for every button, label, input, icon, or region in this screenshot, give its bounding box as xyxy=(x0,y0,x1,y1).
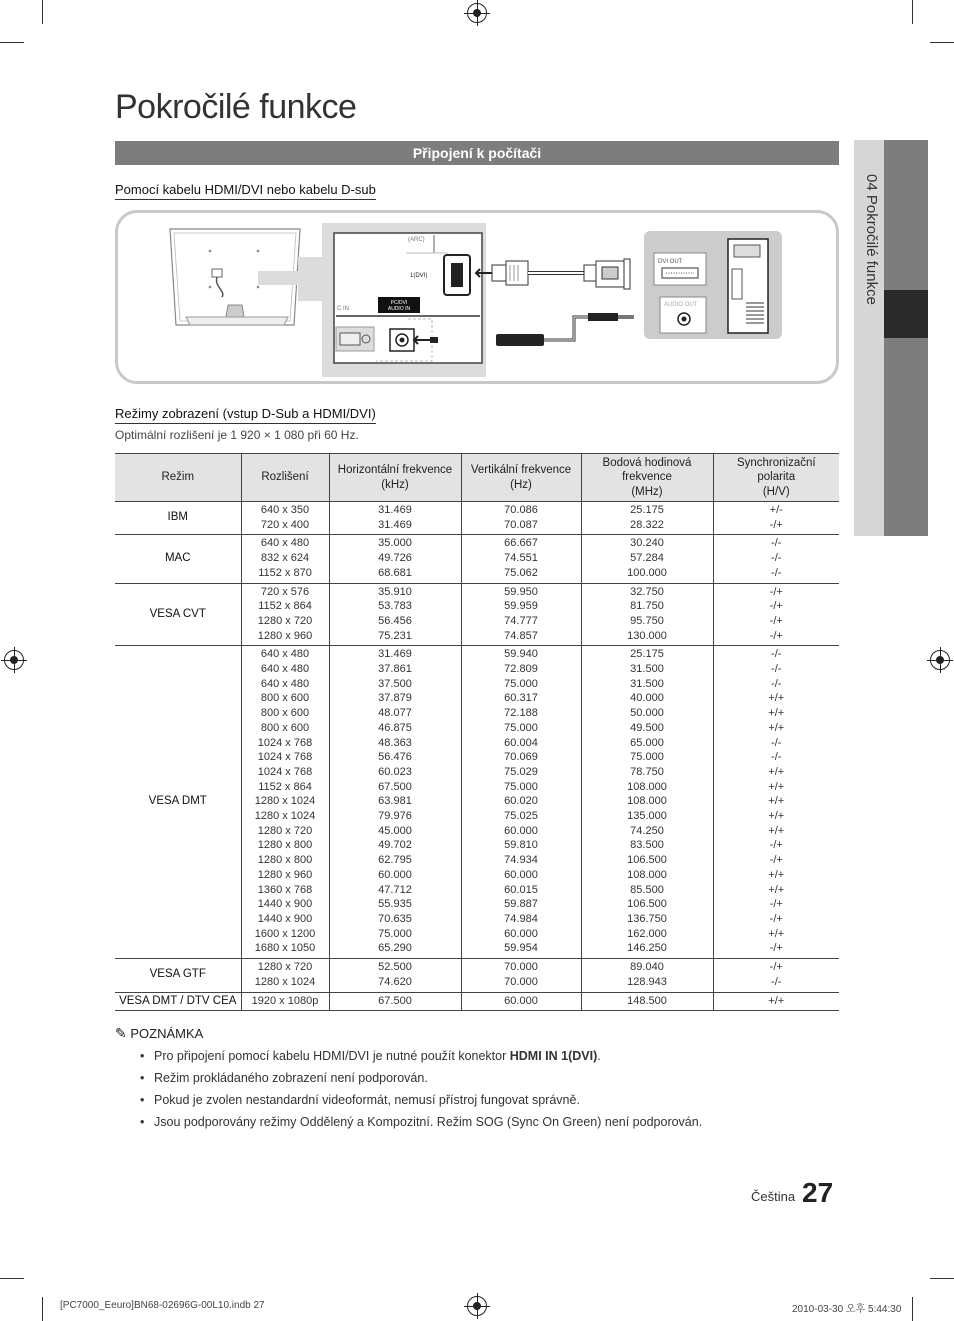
value-cell: 640 x 350 720 x 400 xyxy=(241,502,329,535)
note-heading-label: POZNÁMKA xyxy=(130,1026,204,1041)
value-cell: 1920 x 1080p xyxy=(241,992,329,1011)
value-cell: 25.175 28.322 xyxy=(581,502,713,535)
mode-cell: VESA GTF xyxy=(115,959,241,992)
note-item: • Jsou podporovány režimy Oddělený a Kompozitní. Režim SOG (Sync On Green) není podporován. xyxy=(140,1113,702,1135)
print-file-info: [PC7000_Eeuro]BN68-02696G-00L10.indb 27 xyxy=(60,1300,265,1311)
value-cell: 32.750 81.750 95.750 130.000 xyxy=(581,583,713,646)
table-row xyxy=(115,502,839,535)
value-cell: -/+ -/+ -/+ -/+ xyxy=(713,583,839,646)
page-number: 27 xyxy=(802,1177,834,1208)
column-header: Rozlišení xyxy=(241,454,329,502)
value-cell: 640 x 480 640 x 480 640 x 480 800 x 600 800 x 600 800 x 600 1024 x 768 1024 x 768 1024 x 768 1152 x 864 1280 x 1024 1280 x 1024 1280 x 720 1280 x 800 1280 x 800 1280 x 960 1360 x 768 1440 x 900 1440 x 900 1600 x 1200 1680 x 1050 xyxy=(241,646,329,959)
crop-mark xyxy=(912,1297,913,1321)
hdmi-dvi-cable-icon xyxy=(476,259,630,289)
chapter-tab xyxy=(854,140,928,536)
mode-cell: MAC xyxy=(115,535,241,583)
table-row xyxy=(115,583,839,646)
section-title: Připojení k počítači xyxy=(115,141,839,165)
value-cell: 52.500 74.620 xyxy=(329,959,461,992)
value-cell: 1280 x 720 1280 x 1024 xyxy=(241,959,329,992)
column-header: Horizontální frekvence (kHz) xyxy=(329,454,461,502)
value-cell: -/+ -/- xyxy=(713,959,839,992)
registration-mark-icon xyxy=(4,650,24,670)
crop-mark xyxy=(0,42,24,43)
crop-mark xyxy=(930,1278,954,1279)
mode-cell: VESA CVT xyxy=(115,583,241,646)
value-cell: 31.469 37.861 37.500 37.879 48.077 46.875 48.363 56.476 60.023 67.500 63.981 79.976 45.000 49.702 62.795 60.000 47.712 55.935 70.635 75.000 65.290 xyxy=(329,646,461,959)
crop-mark xyxy=(0,1278,24,1279)
value-cell: 148.500 xyxy=(581,992,713,1011)
value-cell: +/+ xyxy=(713,992,839,1011)
crop-mark xyxy=(42,0,43,24)
value-cell: 35.000 49.726 68.681 xyxy=(329,535,461,583)
value-cell: 30.240 57.284 100.000 xyxy=(581,535,713,583)
pc-dvi-label: PC/DVI xyxy=(390,300,408,306)
chapter-tab-marker xyxy=(884,290,928,338)
note-item: • Pro připojení pomocí kabelu HDMI/DVI je nutné použít konektor HDMI IN 1(DVI). xyxy=(140,1047,702,1069)
value-cell: -/- -/- -/- xyxy=(713,535,839,583)
note-heading xyxy=(115,1025,203,1042)
audio-in-label: AUDIO IN xyxy=(387,306,411,312)
crop-mark xyxy=(930,42,954,43)
value-cell: 60.000 xyxy=(461,992,581,1011)
column-header: Synchronizační polarita (H/V) xyxy=(713,454,839,502)
hdmi-port-label: 1(DVI) xyxy=(410,273,428,279)
pc-tower-icon xyxy=(644,231,782,339)
table-row xyxy=(115,992,839,1011)
note-item: • Pokud je zvolen nestandardní videoformát, nemusí přístroj fungovat správně. xyxy=(140,1091,702,1113)
table-row xyxy=(115,959,839,992)
hdmi-heading: Pomocí kabelu HDMI/DVI nebo kabelu D-sub xyxy=(115,182,376,200)
value-cell: 70.000 70.000 xyxy=(461,959,581,992)
arc-label: (ARC) xyxy=(408,237,425,243)
value-cell: +/- -/+ xyxy=(713,502,839,535)
value-cell: 35.910 53.783 56.456 75.231 xyxy=(329,583,461,646)
registration-mark-icon xyxy=(930,650,950,670)
mode-cell: VESA DMT / DTV CEA xyxy=(115,992,241,1011)
value-cell: 67.500 xyxy=(329,992,461,1011)
value-cell: 640 x 480 832 x 624 1152 x 870 xyxy=(241,535,329,583)
table-row xyxy=(115,535,839,583)
chapter-tab-label: 04 Pokročilé funkce xyxy=(863,174,880,305)
print-timestamp: 2010-03-30 오후 5:44:30 xyxy=(792,1304,902,1315)
chapter-tab-strip xyxy=(884,140,928,536)
table-body xyxy=(115,502,839,1011)
column-header: Bodová hodinová frekvence (MHz) xyxy=(581,454,713,502)
value-cell: 70.086 70.087 xyxy=(461,502,581,535)
connection-illustration xyxy=(118,213,836,381)
optimal-resolution-text: Optimální rozlišení je 1 920 × 1 080 při 60 Hz. xyxy=(115,428,359,442)
value-cell: -/- -/- -/- +/+ +/+ +/+ -/- -/- +/+ +/+ +/+ +/+ +/+ -/+ -/+ +/+ +/+ -/+ -/+ +/+ -/+ xyxy=(713,646,839,959)
pc-in-label: C IN xyxy=(337,306,349,312)
value-cell: 89.040 128.943 xyxy=(581,959,713,992)
tv-input-panel xyxy=(334,233,482,363)
note-list xyxy=(140,1047,702,1135)
crop-mark xyxy=(42,1297,43,1321)
value-cell: 59.950 59.959 74.777 74.857 xyxy=(461,583,581,646)
language-label: Čeština xyxy=(751,1189,796,1204)
mode-cell: VESA DMT xyxy=(115,646,241,959)
mode-cell: IBM xyxy=(115,502,241,535)
note-item: • Režim prokládaného zobrazení není podporován. xyxy=(140,1069,702,1091)
page-title: Pokročilé funkce xyxy=(115,88,357,126)
crop-mark xyxy=(912,0,913,24)
table-header-row xyxy=(115,454,839,502)
value-cell: 66.667 74.551 75.062 xyxy=(461,535,581,583)
value-cell: 59.940 72.809 75.000 60.317 72.188 75.000 60.004 70.069 75.029 75.000 60.020 75.025 60.000 59.810 74.934 60.000 60.015 59.887 74.984 60.000 59.954 xyxy=(461,646,581,959)
column-header: Režim xyxy=(115,454,241,502)
value-cell: 720 x 576 1152 x 864 1280 x 720 1280 x 960 xyxy=(241,583,329,646)
column-header: Vertikální frekvence (Hz) xyxy=(461,454,581,502)
registration-mark-icon xyxy=(467,1296,487,1316)
display-modes-heading: Režimy zobrazení (vstup D-Sub a HDMI/DVI) xyxy=(115,406,376,424)
display-modes-table xyxy=(115,453,839,1011)
registration-mark-icon xyxy=(467,3,487,23)
audio-out-label: AUDIO OUT xyxy=(664,302,698,308)
connection-diagram xyxy=(115,210,839,384)
dvi-out-label: DVI OUT xyxy=(658,259,683,265)
value-cell: 31.469 31.469 xyxy=(329,502,461,535)
table-row xyxy=(115,646,839,959)
value-cell: 25.175 31.500 31.500 40.000 50.000 49.500 65.000 75.000 78.750 108.000 108.000 135.000 74.250 83.500 106.500 108.000 85.500 106.500 136.750 162.000 146.250 xyxy=(581,646,713,959)
pencil-icon: ✎ xyxy=(115,1025,127,1041)
